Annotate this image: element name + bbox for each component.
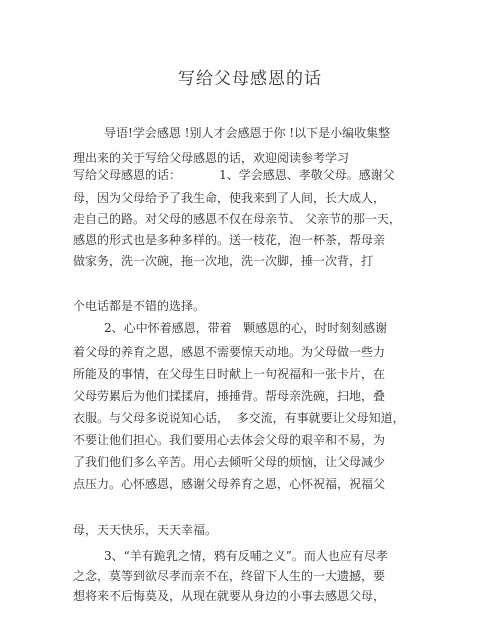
paragraph-line: 不要让他们担心。我们要用心去体会父母的艰辛和不易，为 — [73, 433, 386, 447]
paragraph-line: 想将来不后悔莫及，从现在就要从身边的小事去感恩父母， — [73, 589, 386, 603]
paragraph-line: 写给父母感恩的话： 1、学会感恩、孝敬父母。感谢父 — [73, 168, 395, 182]
paragraph-line: 做家务，洗一次碗，拖一次地，洗一次脚，捶一次背，打 — [73, 254, 374, 268]
paragraph-line: 父母劳累后为他们揉揉肩，捶捶背。帮母亲洗碗，扫地，叠 — [73, 389, 386, 403]
page-title: 写给父母感恩的话 — [178, 69, 322, 89]
paragraph-line: 之念，莫等到欲尽孝而亲不在，终留下人生的一大遗撼，要 — [73, 569, 386, 583]
paragraph-line: 着父母的养育之恩，感恩不需要惊天动地。为父母做一些力 — [73, 345, 386, 359]
paragraph-line: 了我们他们多么辛苦。用心去倾听父母的烦恼，让父母减少 — [73, 455, 386, 469]
paragraph-line: 所能及的事情，在父母生日时献上一句祝福和一张卡片，在 — [73, 367, 386, 381]
paragraph-line: 点压力。心怀感恩，感谢父母养育之恩，心怀祝福，祝福父 — [73, 477, 386, 491]
paragraph-line: 3、“羊有跪乳之情，鸦有反哺之义”。而人也应有尽孝 — [104, 549, 388, 563]
paragraph-line: 衣服。与父母多说说知心话， 多交流，有事就要让父母知道， — [73, 411, 405, 425]
paragraph-line: 导语!学会感恩 !别人才会感恩于你 !以下是小编收集整 — [104, 126, 391, 140]
paragraph-line: 理出来的关于写给父母感恩的话，欢迎阅读参考学习 — [73, 151, 350, 165]
paragraph-line: 感恩的形式也是多种多样的。送一枝花，泡一杯茶，帮母亲 — [73, 233, 386, 247]
paragraph-line: 个电话都是不错的选择。 — [73, 299, 206, 313]
paragraph-line: 2、心中怀着感恩，带着 颗感恩的心，时时刻刻感谢 — [104, 321, 388, 335]
paragraph-line: 母，因为父母给予了我生命，使我来到了人间，长大成人， — [73, 191, 386, 205]
paragraph-line: 母，天天快乐，天天幸福。 — [73, 523, 218, 537]
paragraph-line: 走自己的路。对父母的感恩不仅在母亲节、 父亲节的那一天， — [73, 212, 401, 226]
